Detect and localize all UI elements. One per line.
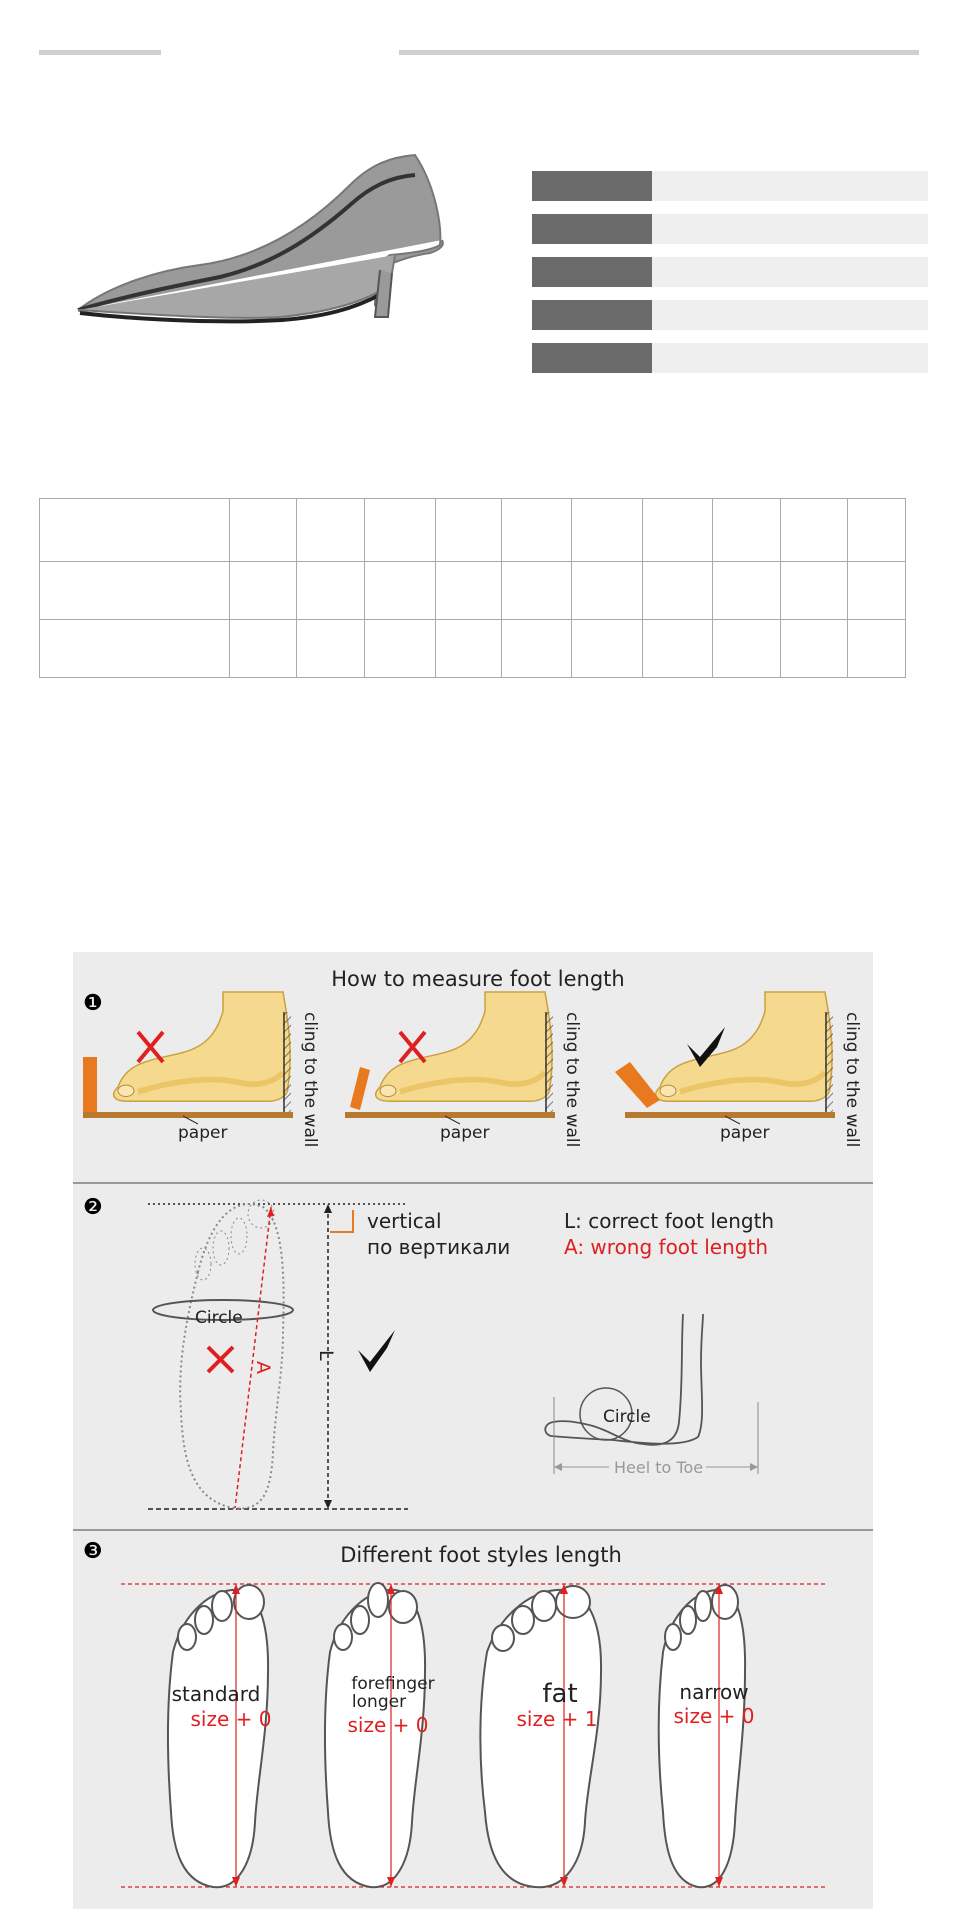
wrong-cross-icon [208,1347,233,1372]
section2-number: ❷ [83,1195,103,1220]
table-cell [572,499,643,562]
foot-name: standard [171,1682,261,1706]
table-cell [643,562,713,620]
table-row [40,499,906,562]
pencil-icon [615,1062,660,1108]
table-cell [436,562,502,620]
spec-row [532,171,928,201]
spec-key [532,214,652,244]
foot-forefinger-longer [325,1583,435,1887]
wall-label: cling to the wall [562,1012,582,1148]
spec-key [532,257,652,287]
foot-size: size + 0 [347,1713,429,1737]
paper-label: paper [440,1123,490,1143]
table-cell [365,620,436,678]
table-cell [40,620,230,678]
table-cell [781,620,848,678]
foot-name-line2: longer [351,1692,407,1712]
table-cell [230,499,297,562]
wrong-cross-icon [400,1032,425,1062]
table-cell [713,620,781,678]
table-cell [230,620,297,678]
spec-row [532,257,928,287]
section3-number: ❸ [83,1539,103,1564]
footprint-outline [180,1204,283,1508]
wrong-length-label: A: wrong foot length [564,1235,768,1259]
table-cell [848,620,906,678]
table-cell [230,562,297,620]
spec-value [652,171,928,201]
table-cell [572,620,643,678]
foot-size: size + 0 [673,1704,755,1728]
table-cell [713,499,781,562]
table-cell [40,499,230,562]
section-measure-length [83,967,862,1147]
spec-key [532,171,652,201]
section1-title: How to measure foot length [331,967,625,991]
pencil-icon [350,1067,370,1110]
pencil-icon [83,1057,97,1112]
circle-label: Circle [195,1308,243,1328]
foot-size: size + 0 [190,1707,272,1731]
side-circle-label: Circle [603,1407,651,1427]
table-cell [297,562,365,620]
table-cell [781,562,848,620]
spec-value [652,343,928,373]
table-cell [365,499,436,562]
spec-value [652,257,928,287]
section3-title: Different foot styles length [340,1543,622,1567]
vertical-label: vertical [367,1209,442,1233]
spec-key [532,300,652,330]
heel-to-toe-label: Heel to Toe [614,1458,704,1477]
a-marker: A [252,1361,274,1374]
spec-value [652,214,928,244]
table-cell [502,562,572,620]
spec-key [532,343,652,373]
table-cell [643,499,713,562]
table-cell [572,562,643,620]
foot-name-line1: forefinger [351,1674,435,1694]
paper-label: paper [720,1123,770,1143]
foot-size: size + 1 [516,1707,598,1731]
table-cell [848,562,906,620]
section-correct-length [83,1195,774,1509]
spec-row [532,300,928,330]
table-cell [365,562,436,620]
foot-fat [480,1584,601,1887]
table-cell [713,562,781,620]
size-table [39,498,906,678]
section-foot-styles [83,1539,828,1887]
table-cell [297,499,365,562]
table-cell [297,620,365,678]
foot-narrow [659,1584,755,1887]
section1-number: ❶ [83,991,103,1016]
correct-length-label: L: correct foot length [564,1209,775,1233]
measure-guide-panel [73,952,873,1909]
foot-name: narrow [679,1680,749,1704]
table-cell [643,620,713,678]
wrong-cross-icon [138,1032,163,1062]
check-icon [358,1330,395,1372]
spec-row [532,214,928,244]
header-line-left [39,50,161,55]
table-row [40,562,906,620]
table-cell [40,562,230,620]
table-row [40,620,906,678]
spec-value [652,300,928,330]
foot-name: fat [542,1679,578,1709]
wall-label: cling to the wall [842,1012,862,1148]
foot-standard [168,1584,272,1887]
table-cell [502,499,572,562]
vertical-label-ru: по вертикали [367,1235,511,1259]
table-cell [848,499,906,562]
spec-row [532,343,928,373]
wall-label: cling to the wall [300,1012,320,1148]
table-cell [436,620,502,678]
table-cell [781,499,848,562]
header-line-right [399,50,919,55]
shoe-image [70,145,460,335]
l-marker: L [315,1350,337,1361]
table-cell [502,620,572,678]
paper-label: paper [178,1123,228,1143]
table-cell [436,499,502,562]
